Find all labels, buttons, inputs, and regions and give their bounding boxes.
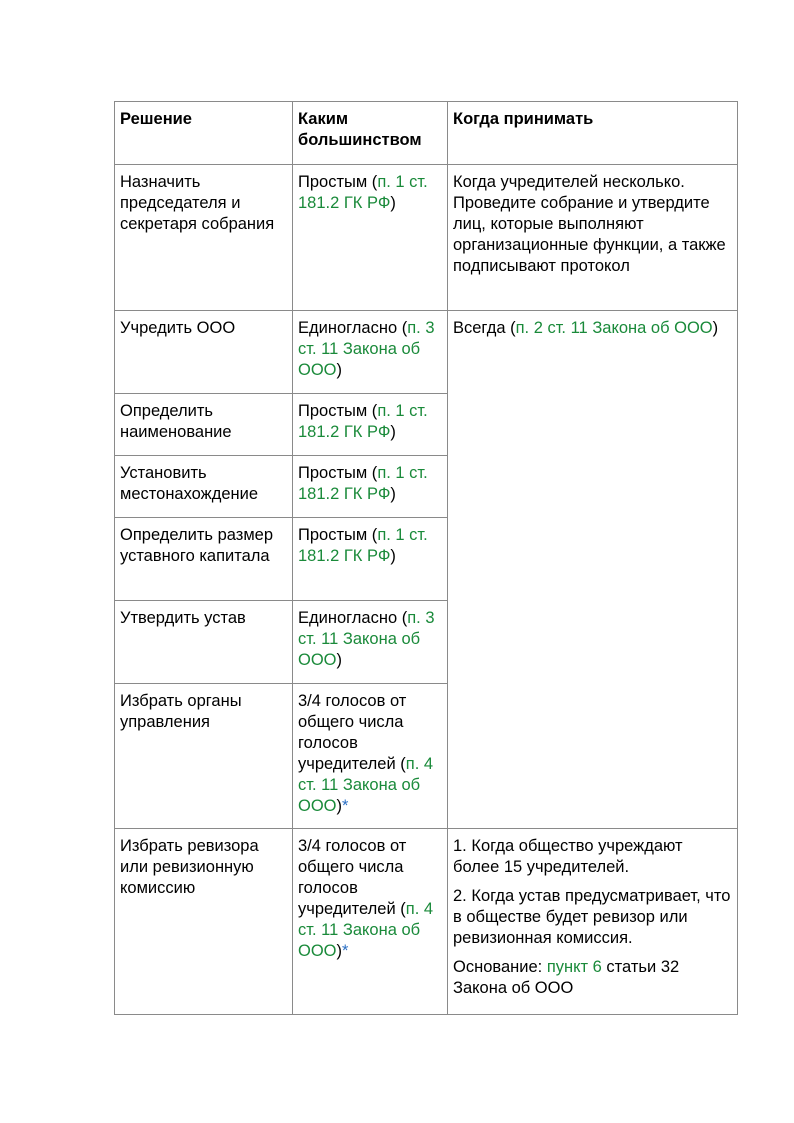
law-link[interactable]: п. 1 ст. 181.2 ГК РФ — [298, 526, 428, 565]
footnote-star[interactable]: * — [342, 797, 349, 815]
majority-cell: Единогласно (п. 3 ст. 11 Закона об ООО) — [293, 311, 448, 394]
header-majority: Каким большинством — [293, 102, 448, 165]
law-link[interactable]: п. 3 ст. 11 Закона об ООО — [298, 319, 435, 379]
majority-cell: Единогласно (п. 3 ст. 11 Закона об ООО) — [293, 601, 448, 684]
law-link[interactable]: п. 1 ст. 181.2 ГК РФ — [298, 464, 428, 503]
law-link[interactable]: п. 4 ст. 11 Закона об ООО — [298, 755, 434, 815]
law-link[interactable]: п. 3 ст. 11 Закона об ООО — [298, 609, 435, 669]
majority-cell: Простым (п. 1 ст. 181.2 ГК РФ) — [293, 165, 448, 311]
decision-cell: Установить местонахождение — [115, 456, 293, 518]
decision-cell: Определить наименование — [115, 394, 293, 456]
when-cell-merged: Всегда (п. 2 ст. 11 Закона об ООО) — [448, 311, 738, 829]
decision-cell: Определить размер уставного капитала — [115, 518, 293, 601]
majority-cell: Простым (п. 1 ст. 181.2 ГК РФ) — [293, 518, 448, 601]
law-link[interactable]: п. 1 ст. 181.2 ГК РФ — [298, 402, 428, 441]
when-paragraph: 1. Когда общество учреждают более 15 учредителей. — [453, 837, 683, 876]
table-header-row — [115, 102, 738, 165]
table-row — [115, 311, 738, 394]
majority-cell: 3/4 голосов от общего числа голосов учредителей (п. 4 ст. 11 Закона об ООО)* — [293, 829, 448, 1015]
law-link[interactable]: п. 1 ст. 181.2 ГК РФ — [298, 173, 428, 212]
decision-cell: Избрать ревизора или ревизионную комиссию — [115, 829, 293, 1015]
majority-cell: Простым (п. 1 ст. 181.2 ГК РФ) — [293, 456, 448, 518]
decision-cell: Назначить председателя и секретаря собрания — [115, 165, 293, 311]
law-link[interactable]: п. 4 ст. 11 Закона об ООО — [298, 900, 434, 960]
majority-cell: 3/4 голосов от общего числа голосов учредителей (п. 4 ст. 11 Закона об ООО)* — [293, 684, 448, 829]
law-link[interactable]: пункт 6 — [546, 958, 602, 976]
decision-cell: Избрать органы управления — [115, 684, 293, 829]
table-row — [115, 829, 738, 1015]
header-decision: Решение — [115, 102, 293, 165]
decision-cell: Утвердить устав — [115, 601, 293, 684]
basis-paragraph: Основание: пункт 6 статьи 32 Закона об ООО — [453, 958, 680, 997]
when-cell: Когда учредителей несколько. Проведите собрание и утвердите лиц, которые выполняют организационные функции, а также подписывают протокол — [448, 165, 738, 311]
decisions-table — [114, 101, 738, 1015]
when-paragraph: 2. Когда устав предусматривает, что в обществе будет ревизор или ревизионная комиссия. — [453, 887, 731, 947]
when-cell — [448, 829, 738, 1015]
decision-cell: Учредить ООО — [115, 311, 293, 394]
header-when: Когда принимать — [448, 102, 738, 165]
footnote-star[interactable]: * — [342, 942, 349, 960]
law-link[interactable]: п. 2 ст. 11 Закона об ООО — [515, 319, 713, 337]
table-row — [115, 165, 738, 311]
majority-cell: Простым (п. 1 ст. 181.2 ГК РФ) — [293, 394, 448, 456]
